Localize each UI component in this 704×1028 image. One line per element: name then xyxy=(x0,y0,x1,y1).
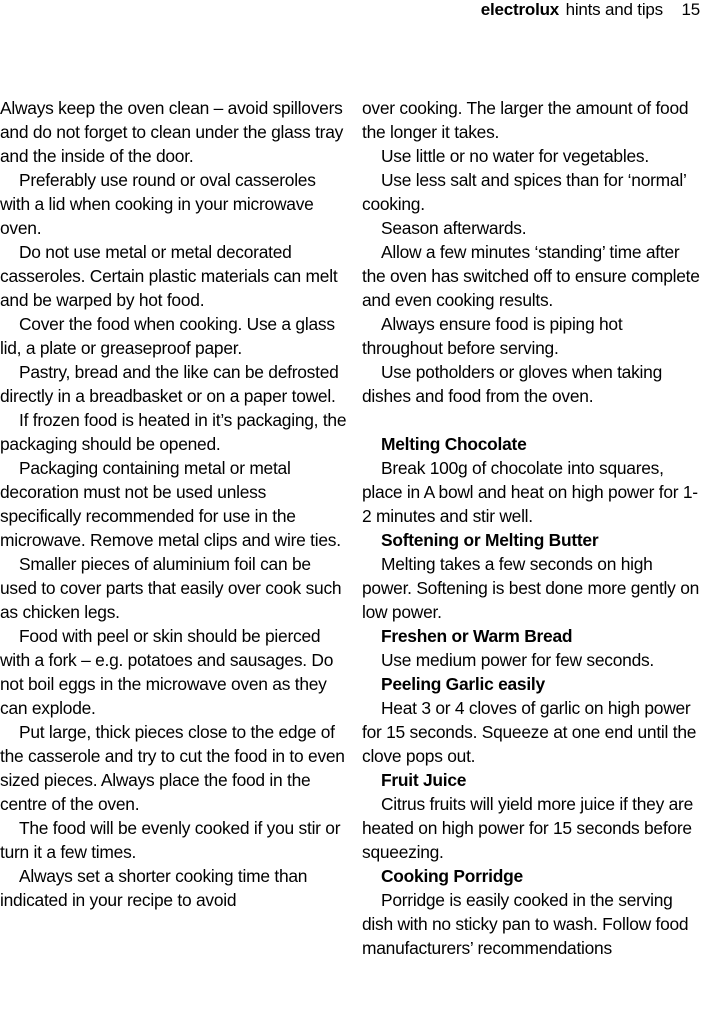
paragraph: Allow a few minutes ‘standing’ time after the oven has switched off to ensure complete and even cooking results. xyxy=(362,242,700,310)
paragraph: Packaging containing metal or metal decoration must not be used unless specifically recommended for use in the microwave. Remove metal clips and wire ties. xyxy=(0,458,341,550)
right-column xyxy=(362,96,704,960)
paragraph: Use potholders or gloves when taking dishes and food from the oven. xyxy=(362,362,663,406)
tip-melting-chocolate xyxy=(362,432,704,528)
tip-title: Fruit Juice xyxy=(381,770,467,790)
tip-fruit-juice xyxy=(362,768,704,864)
paragraph: Always set a shorter cooking time than indicated in your recipe to avoid xyxy=(0,866,308,910)
tip-body: Melting takes a few seconds on high power. Softening is best done more gently on low power. xyxy=(362,554,700,622)
tip-body: Citrus fruits will yield more juice if they are heated on high power for 15 seconds before squeezing. xyxy=(362,794,694,862)
tip-warm-bread xyxy=(362,624,704,672)
paragraph: If frozen food is heated in it’s packaging, the packaging should be opened. xyxy=(0,410,347,454)
tip-cooking-porridge xyxy=(362,864,704,960)
tip-body: Heat 3 or 4 cloves of garlic on high power for 15 seconds. Squeeze at one end until the clove pops out. xyxy=(362,698,697,766)
tip-title: Cooking Porridge xyxy=(381,866,523,886)
section-spacer xyxy=(362,408,704,432)
paragraph: Preferably use round or oval casseroles with a lid when cooking in your microwave oven. xyxy=(0,170,316,238)
left-column xyxy=(0,96,350,912)
paragraph: The food will be evenly cooked if you stir or turn it a few times. xyxy=(0,818,341,862)
tip-title: Peeling Garlic easily xyxy=(381,674,545,694)
section-title: hints and tips xyxy=(565,0,663,19)
paragraph: Season afterwards. xyxy=(381,218,527,238)
paragraph: Do not use metal or metal decorated casseroles. Certain plastic materials can melt and be warped by hot food. xyxy=(0,242,338,310)
tip-body: Use medium power for few seconds. xyxy=(381,650,655,670)
page-header xyxy=(481,0,700,24)
tip-title: Melting Chocolate xyxy=(381,434,527,454)
paragraph: Food with peel or skin should be pierced with a fork – e.g. potatoes and sausages. Do not boil eggs in the microwave oven as they can explode. xyxy=(0,626,334,718)
paragraph: Always keep the oven clean – avoid spillovers and do not forget to clean under the glass tray and the inside of the door. xyxy=(0,98,344,166)
tip-title: Softening or Melting Butter xyxy=(381,530,599,550)
paragraph: Put large, thick pieces close to the edge of the casserole and try to cut the food in to even sized pieces. Always place the food in the centre of the oven. xyxy=(0,722,345,814)
paragraph: Cover the food when cooking. Use a glass lid, a plate or greaseproof paper. xyxy=(0,314,335,358)
brand-name: electrolux xyxy=(480,0,560,19)
paragraph: Use little or no water for vegetables. xyxy=(381,146,649,166)
paragraph: over cooking. The larger the amount of food the longer it takes. xyxy=(362,98,689,142)
paragraph: Pastry, bread and the like can be defrosted directly in a breadbasket or on a paper towel. xyxy=(0,362,339,406)
tip-body: Porridge is easily cooked in the serving dish with no sticky pan to wash. Follow food manufacturers’ recommendations xyxy=(362,890,689,958)
paragraph: Smaller pieces of aluminium foil can be used to cover parts that easily over cook such as chicken legs. xyxy=(0,554,342,622)
tip-title: Freshen or Warm Bread xyxy=(381,626,573,646)
tip-body: Break 100g of chocolate into squares, place in A bowl and heat on high power for 1-2 minutes and stir well. xyxy=(362,458,698,526)
paragraph: Use less salt and spices than for ‘normal’ cooking. xyxy=(362,170,686,214)
paragraph: Always ensure food is piping hot throughout before serving. xyxy=(362,314,623,358)
tip-peeling-garlic xyxy=(362,672,704,768)
page-number: 15 xyxy=(681,0,700,19)
tip-softening-butter xyxy=(362,528,704,624)
